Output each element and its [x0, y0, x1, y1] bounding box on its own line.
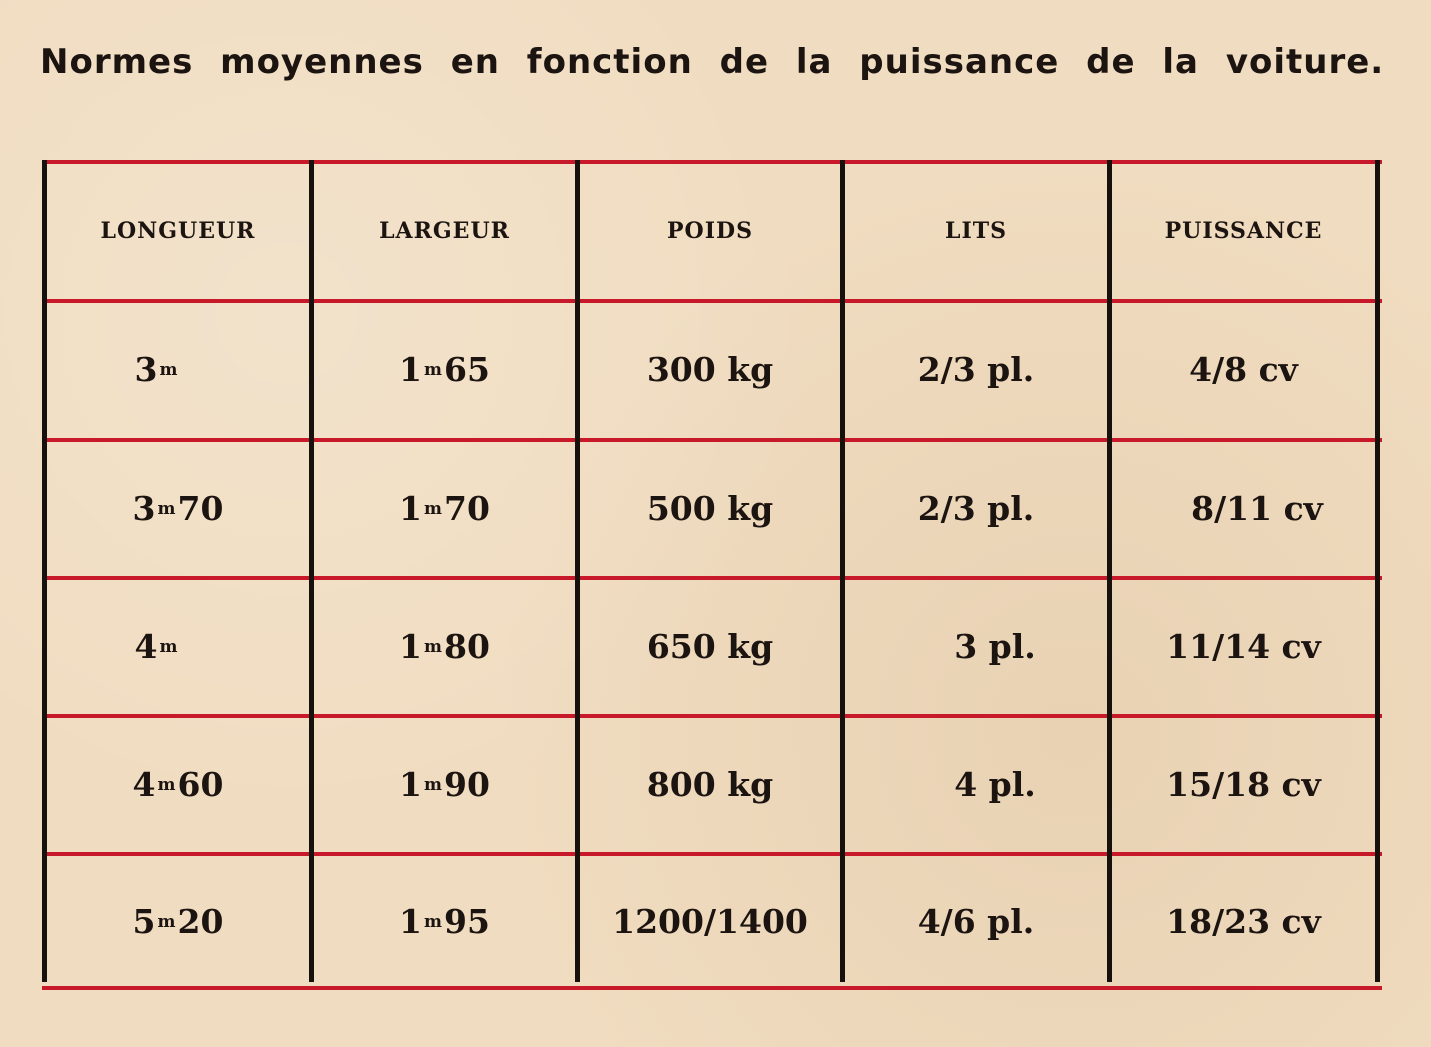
column-header-poids: POIDS — [667, 217, 753, 244]
column-header-lits: LITS — [944, 217, 1008, 244]
cell-puissance: 4/8 cv — [1189, 350, 1298, 389]
cell-lits: 2/3 pl. — [917, 489, 1035, 528]
column-header-largeur: LARGEUR — [379, 217, 510, 244]
page-title: Normes moyennes en fonction de la puissance de la voiture. — [40, 42, 1385, 82]
cell-largeur: 1 m 95 — [399, 902, 490, 941]
cell-lits: 4 pl. — [954, 765, 1036, 804]
column-header-longueur: LONGUEUR — [100, 217, 256, 244]
cell-largeur: 1 m 65 — [399, 350, 490, 389]
cell-longueur: 5 m 20 — [132, 902, 224, 941]
cell-poids: 1200/1400 — [612, 902, 808, 941]
cell-puissance: 8/11 cv — [1191, 489, 1323, 528]
cell-lits: 2/3 pl. — [917, 350, 1035, 389]
cell-longueur: 4 m — [134, 627, 178, 666]
cell-lits: 3 pl. — [954, 627, 1036, 666]
dimensions-table — [42, 160, 1382, 990]
cell-poids: 500 kg — [646, 489, 774, 528]
cell-longueur: 4 m 60 — [132, 765, 224, 804]
cell-poids: 800 kg — [646, 765, 774, 804]
column-header-puissance: PUISSANCE — [1164, 217, 1323, 244]
cell-poids: 650 kg — [646, 627, 774, 666]
cell-lits: 4/6 pl. — [917, 902, 1035, 941]
cell-puissance: 11/14 cv — [1166, 627, 1321, 666]
cell-largeur: 1 m 90 — [399, 765, 490, 804]
cell-puissance: 18/23 cv — [1166, 902, 1321, 941]
cell-poids: 300 kg — [646, 350, 774, 389]
cell-longueur: 3 m 70 — [132, 489, 224, 528]
cell-largeur: 1 m 70 — [399, 489, 490, 528]
cell-largeur: 1 m 80 — [399, 627, 490, 666]
cell-puissance: 15/18 cv — [1166, 765, 1321, 804]
cell-longueur: 3 m — [134, 350, 178, 389]
